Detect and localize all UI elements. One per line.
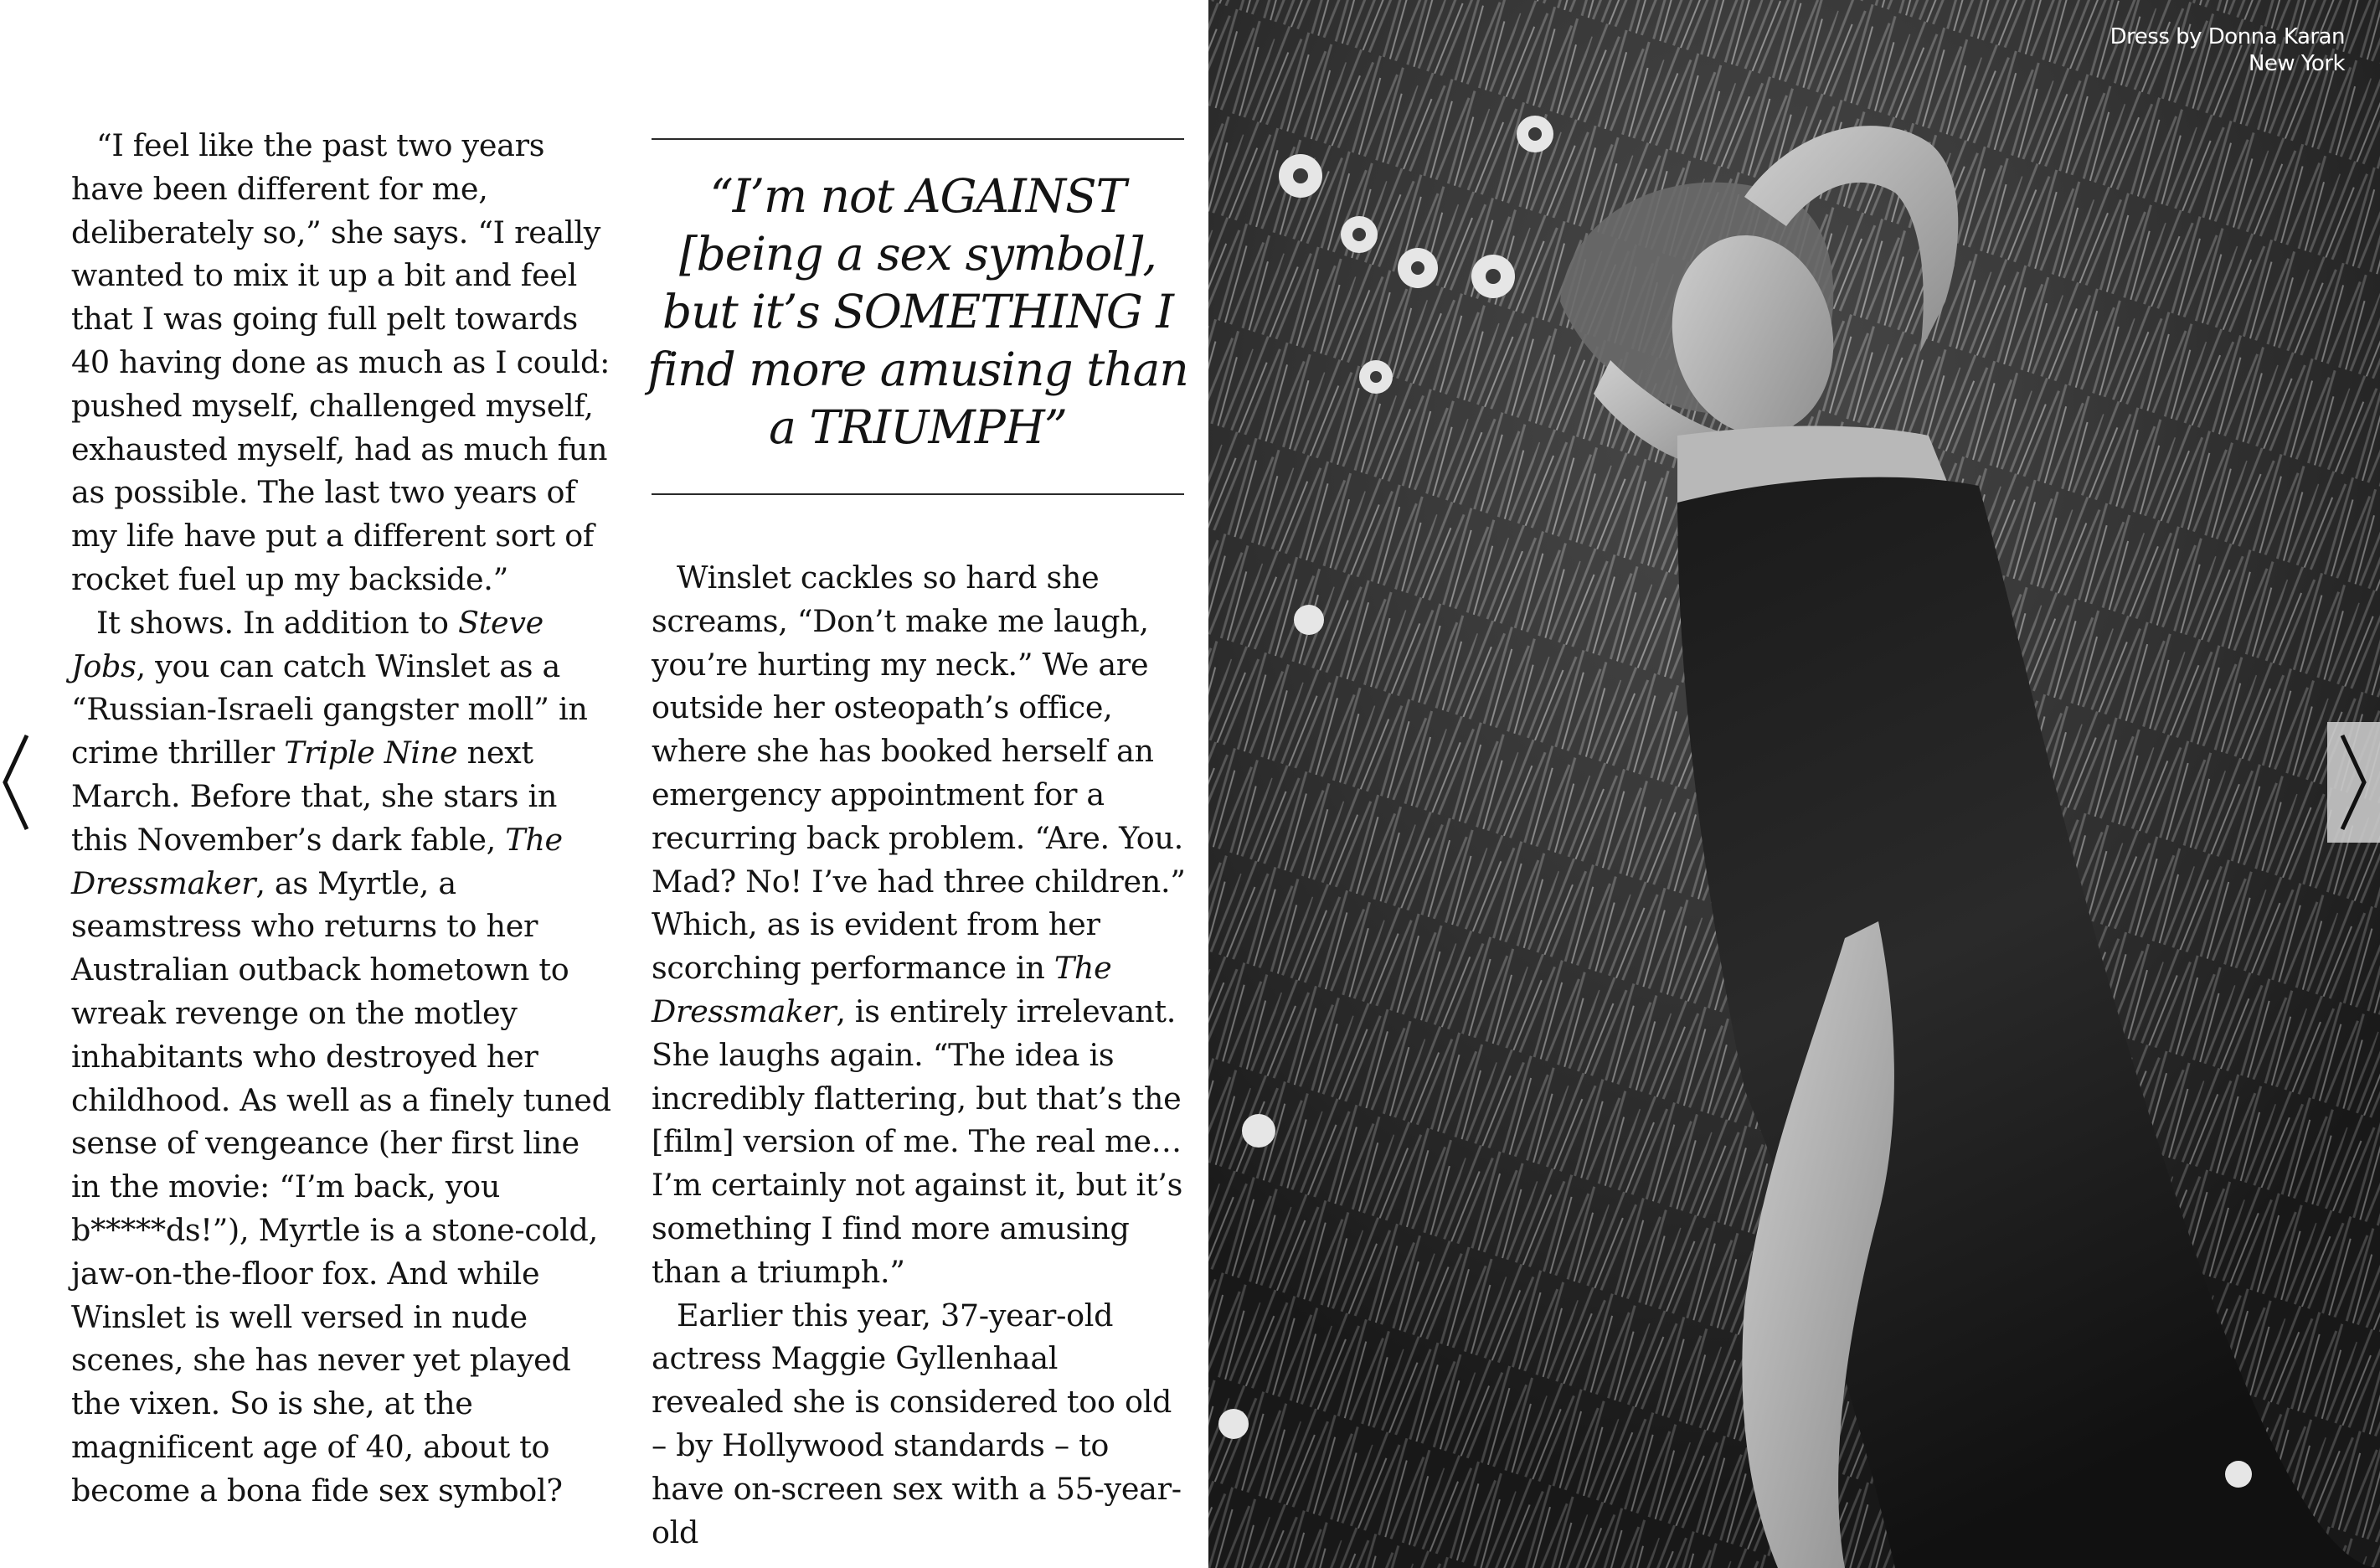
article-paragraph: “I feel like the past two years have been different for me, deliberately so,” she says. “I really wanted to mix it up a bit and feel that I was going full pelt towards 40 having done as much as I could: pushed myself, challenged myself, exhausted myself, had as much fun as possible. The last two years of my life have put a different sort of rocket fuel up my backside.” xyxy=(71,127,610,597)
text-run: , is entirely irrelevant. She laughs again. “The idea is incredibly flattering, but that’s the [film] version of me. The real me… I’m certainly not against it, but it’s something I find more amusing than a triumph.” xyxy=(652,993,1183,1290)
pull-quote-line: a TRIUMPH” xyxy=(769,400,1067,454)
text-run: Winslet cackles so hard she screams, “Don’t make me laugh, you’re hurting my neck.” We are outside her osteopath’s office, where she has booked herself an emergency appointment for a recurring back problem. “Are. You. Mad? No! I’ve had three children.” Which, as is evident from her scorching performance in xyxy=(652,560,1186,987)
chevron-left-icon xyxy=(0,732,30,833)
pull-quote-line: but it’s SOMETHING I xyxy=(662,285,1173,338)
pull-quote-line: “I’m not AGAINST xyxy=(709,169,1126,223)
text-run: It shows. In addition to xyxy=(96,604,458,641)
previous-page-button[interactable] xyxy=(0,722,42,843)
editorial-photo xyxy=(1208,0,2380,1568)
film-title: The Dressmaker xyxy=(71,821,563,901)
photo-credit-line: Dress by Donna Karan xyxy=(2110,24,2345,49)
pull-quote-line: find more amusing than xyxy=(647,343,1188,396)
text-run: next March. Before that, she stars in this November’s dark fable, xyxy=(71,735,558,858)
pull-quote-bottom-rule xyxy=(652,493,1184,495)
article-paragraph xyxy=(71,601,614,1513)
photo-credit xyxy=(2110,23,2345,77)
article-column-1 xyxy=(71,124,614,1513)
photo-illustration xyxy=(1208,0,2380,1568)
film-title: Steve Jobs xyxy=(71,604,543,684)
article-paragraph: Earlier this year, 37-year-old actress Maggie Gyllenhaal revealed she is considered too old – by Hollywood standards – to have on-screen sex with a 55-year-old xyxy=(652,1297,1182,1550)
film-title: Triple Nine xyxy=(284,735,458,771)
pull-quote xyxy=(645,168,1191,456)
pull-quote-line: [being a sex symbol], xyxy=(679,227,1157,281)
film-title: The Dressmaker xyxy=(652,950,1112,1029)
photo-credit-line: New York xyxy=(2248,51,2345,76)
chevron-right-icon xyxy=(2339,732,2369,833)
article-column-2 xyxy=(652,556,1187,1554)
pull-quote-top-rule xyxy=(652,138,1184,140)
text-run: , you can catch Winslet as a “Russian-Israeli gangster moll” in crime thriller xyxy=(71,647,588,771)
next-page-button[interactable] xyxy=(2327,722,2380,843)
article-paragraph xyxy=(652,556,1187,1294)
text-run: , as Myrtle, a seamstress who returns to her Australian outback hometown to wreak revenge on the motley inhabitants who destroyed her childhood. As well as a finely tuned sense of vengeance (her first line in the movie: “I’m back, you b*****ds!”), Myrtle is a stone-cold, jaw-on-the-floor fox. And while Winslet is well versed in nude scenes, she has never yet played the vixen. So is she, at the magnificent age of 40, about to become a bona fide sex symbol? xyxy=(71,864,611,1509)
